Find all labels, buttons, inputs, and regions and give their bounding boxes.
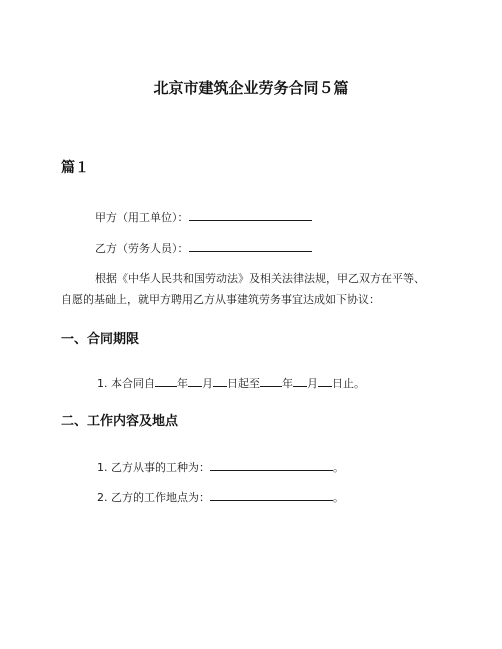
start-day-blank — [213, 375, 227, 387]
month-label: 月 — [202, 377, 213, 390]
party-b-label: 乙方（劳务人员）： — [95, 242, 189, 255]
clause-2-item-2 — [97, 489, 344, 506]
party-a-line — [95, 209, 312, 226]
job-type-label: 乙方从事的工种为： — [111, 461, 210, 474]
sentence-end: 。 — [333, 461, 344, 474]
work-location-label: 乙方的工作地点为： — [111, 491, 210, 504]
job-type-blank — [210, 459, 333, 471]
sentence-end: 。 — [333, 491, 344, 504]
list-number: 2. — [97, 491, 108, 504]
clause-2-heading: 二、工作内容及地点 — [61, 414, 179, 429]
month-label: 月 — [307, 377, 318, 390]
list-number: 1. — [97, 461, 108, 474]
end-year-blank — [260, 375, 282, 387]
clause-1-heading: 一、合同期限 — [61, 332, 140, 347]
list-number: 1. — [97, 377, 108, 390]
end-day-blank — [318, 375, 332, 387]
day-until-label: 日起至 — [227, 377, 260, 390]
party-a-label: 甲方（用工单位）： — [95, 211, 189, 224]
clause-1-item-1 — [97, 375, 365, 392]
clause-2-item-1 — [97, 459, 344, 476]
day-end-label: 日止。 — [332, 377, 365, 390]
start-year-blank — [155, 375, 177, 387]
party-b-line — [95, 240, 312, 257]
intro-line-1: 根据《中华人民共和国劳动法》及相关法律法规，甲乙双方在平等、 — [95, 272, 425, 285]
party-a-blank — [189, 209, 312, 221]
intro-line-2: 自愿的基础上，就甲方聘用乙方从事建筑劳务事宜达成如下协议： — [61, 293, 380, 306]
section-heading: 篇１ — [61, 160, 89, 176]
work-location-blank — [210, 489, 333, 501]
party-b-blank — [189, 240, 312, 252]
start-month-blank — [188, 375, 202, 387]
year-label: 年 — [282, 377, 293, 390]
year-label: 年 — [177, 377, 188, 390]
term-start-text: 本合同自 — [111, 377, 155, 390]
end-month-blank — [293, 375, 307, 387]
document-title: 北京市建筑企业劳务合同５篇 — [153, 79, 349, 97]
